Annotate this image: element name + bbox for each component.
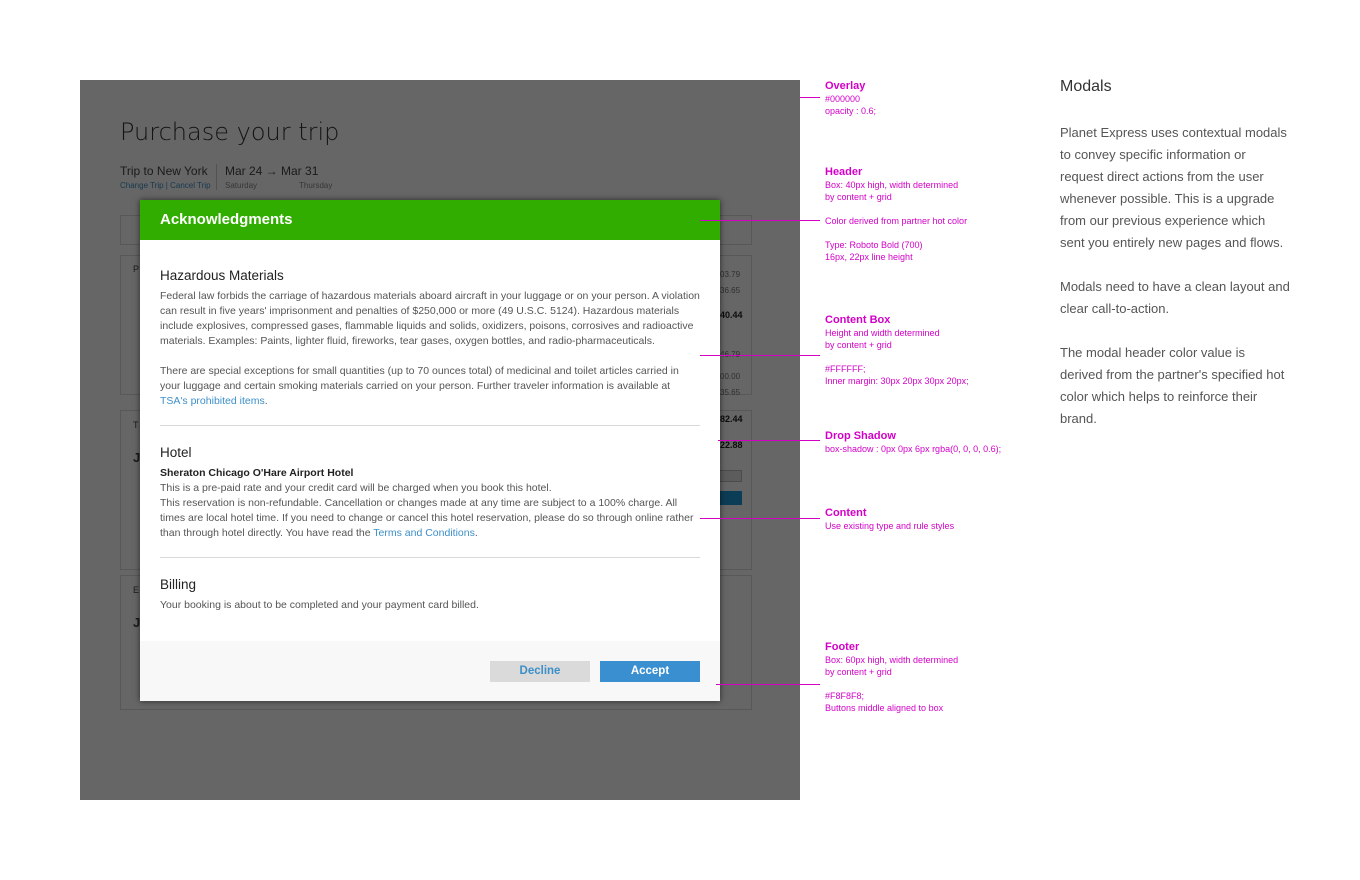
hotel-terms: [160, 481, 700, 541]
side-paragraph: The modal header color value is derived from the partner's specified hot color which helps to reinforce their brand.: [1060, 345, 1285, 426]
hotel-section: [160, 445, 700, 541]
content-connector: [700, 518, 820, 519]
modal-content: [140, 240, 720, 641]
hazardous-section: [160, 268, 700, 409]
acknowledgments-modal: [140, 200, 720, 701]
annotation-line: by content + grid: [825, 667, 892, 677]
annotation-line: Box: 40px high, width determined: [825, 180, 959, 190]
drop-shadow-connector: [718, 440, 820, 441]
side-description: [1060, 78, 1290, 452]
hotel-name: Sheraton Chicago O'Hare Airport Hotel: [160, 467, 354, 479]
hotel-end: .: [474, 527, 478, 539]
annotation-title: Header: [825, 166, 863, 178]
hotel-line-1: This is a pre-paid rate and your credit card will be charged when you book this hotel.: [160, 482, 552, 494]
side-paragraph: Modals need to have a clean layout and clear call-to-action.: [1060, 279, 1290, 316]
annotation-line: Box: 60px high, width determined: [825, 655, 959, 665]
annotation-title: Content Box: [825, 314, 891, 326]
footer-connector: [716, 684, 820, 685]
annotation-line: 16px, 22px line height: [825, 252, 913, 262]
billing-text: Your booking is about to be completed and your payment card billed.: [160, 599, 479, 611]
annotation-title: Content: [825, 507, 867, 519]
annotation-line: by content + grid: [825, 340, 892, 350]
annotation-title: Overlay: [825, 80, 866, 92]
annotation-line: Buttons middle aligned to box: [825, 703, 944, 713]
header-connector: [700, 220, 820, 221]
tsa-link[interactable]: TSA's prohibited items: [160, 395, 265, 407]
section-title: Hazardous Materials: [160, 268, 284, 283]
modal-title: Acknowledgments: [160, 211, 293, 228]
annotation-title: Drop Shadow: [825, 430, 896, 442]
annotation-line: Type: Roboto Bold (700): [825, 240, 923, 250]
annotation-line: Color derived from partner hot color: [825, 216, 968, 226]
side-paragraph: Planet Express uses contextual modals to convey specific information or request direct actions from the user whenever possible. This is a upgrade from our previous experience which sent you entirely new pages and flows.: [1060, 125, 1287, 250]
annotation-drop-shadow: [825, 430, 1001, 455]
divider: [160, 425, 700, 426]
accept-button[interactable]: Accept: [600, 661, 700, 682]
annotation-line: opacity : 0.6;: [825, 106, 877, 116]
modal-footer: [140, 641, 720, 701]
annotation-line: Inner margin: 30px 20px 30px 20px;: [825, 376, 969, 386]
annotation-line: #F8F8F8;: [825, 691, 865, 701]
hotel-line-2: This reservation is non-refundable. Cancellation or changes made at any time are subject to a 100% charge. All times are local hotel time. If you need to change or cancel this hotel reservation, please do so through online rather than through hotel directly. You have read the: [160, 497, 694, 539]
divider: [160, 557, 700, 558]
hazardous-paragraph: Federal law forbids the carriage of hazardous materials aboard aircraft in your luggage or on your person. A violation can result in five years' imprisonment and penalties of $250,000 or more (49 U.S.C. 5124). Hazardous materials include explosives, compressed gases, flammable liquids and solids, oxidizers, poisons, corrosives and radioactive materials. Examples: Paints, lighter fluid, fireworks, tear gases, oxygen bottles, and radio-pharmaceuticals.: [160, 290, 700, 347]
exceptions-text: There are special exceptions for small quantities (up to 70 ounces total) of medicinal and toilet articles carried in your luggage and certain smoking materials carried on your person. Further traveler information is available at: [160, 365, 679, 392]
content-box-connector: [700, 355, 820, 356]
annotation-line: Height and width determined: [825, 328, 940, 338]
terms-link[interactable]: Terms and Conditions: [373, 527, 475, 539]
annotation-line: by content + grid: [825, 192, 892, 202]
annotation-overlay: [825, 80, 876, 117]
annotation-line: box-shadow : 0px 0px 6px rgba(0, 0, 0, 0.6);: [825, 444, 1002, 454]
annotation-footer: [825, 641, 958, 714]
annotation-title: Footer: [825, 641, 860, 653]
overlay-connector: [800, 97, 820, 98]
annotation-line: Use existing type and rule styles: [825, 521, 955, 531]
side-title: Modals: [1060, 78, 1112, 95]
annotation-content-box: [825, 314, 969, 387]
annotation-header: [825, 166, 967, 263]
annotation-content: [825, 507, 954, 532]
section-title: Hotel: [160, 445, 192, 460]
annotation-line: #FFFFFF;: [825, 364, 866, 374]
exceptions-end: .: [264, 395, 268, 407]
hazardous-exceptions: [160, 364, 700, 409]
annotation-line: #000000: [825, 94, 861, 104]
billing-section: [160, 577, 700, 613]
modal-header: [140, 200, 720, 240]
decline-button[interactable]: Decline: [490, 661, 590, 682]
section-title: Billing: [160, 577, 197, 592]
